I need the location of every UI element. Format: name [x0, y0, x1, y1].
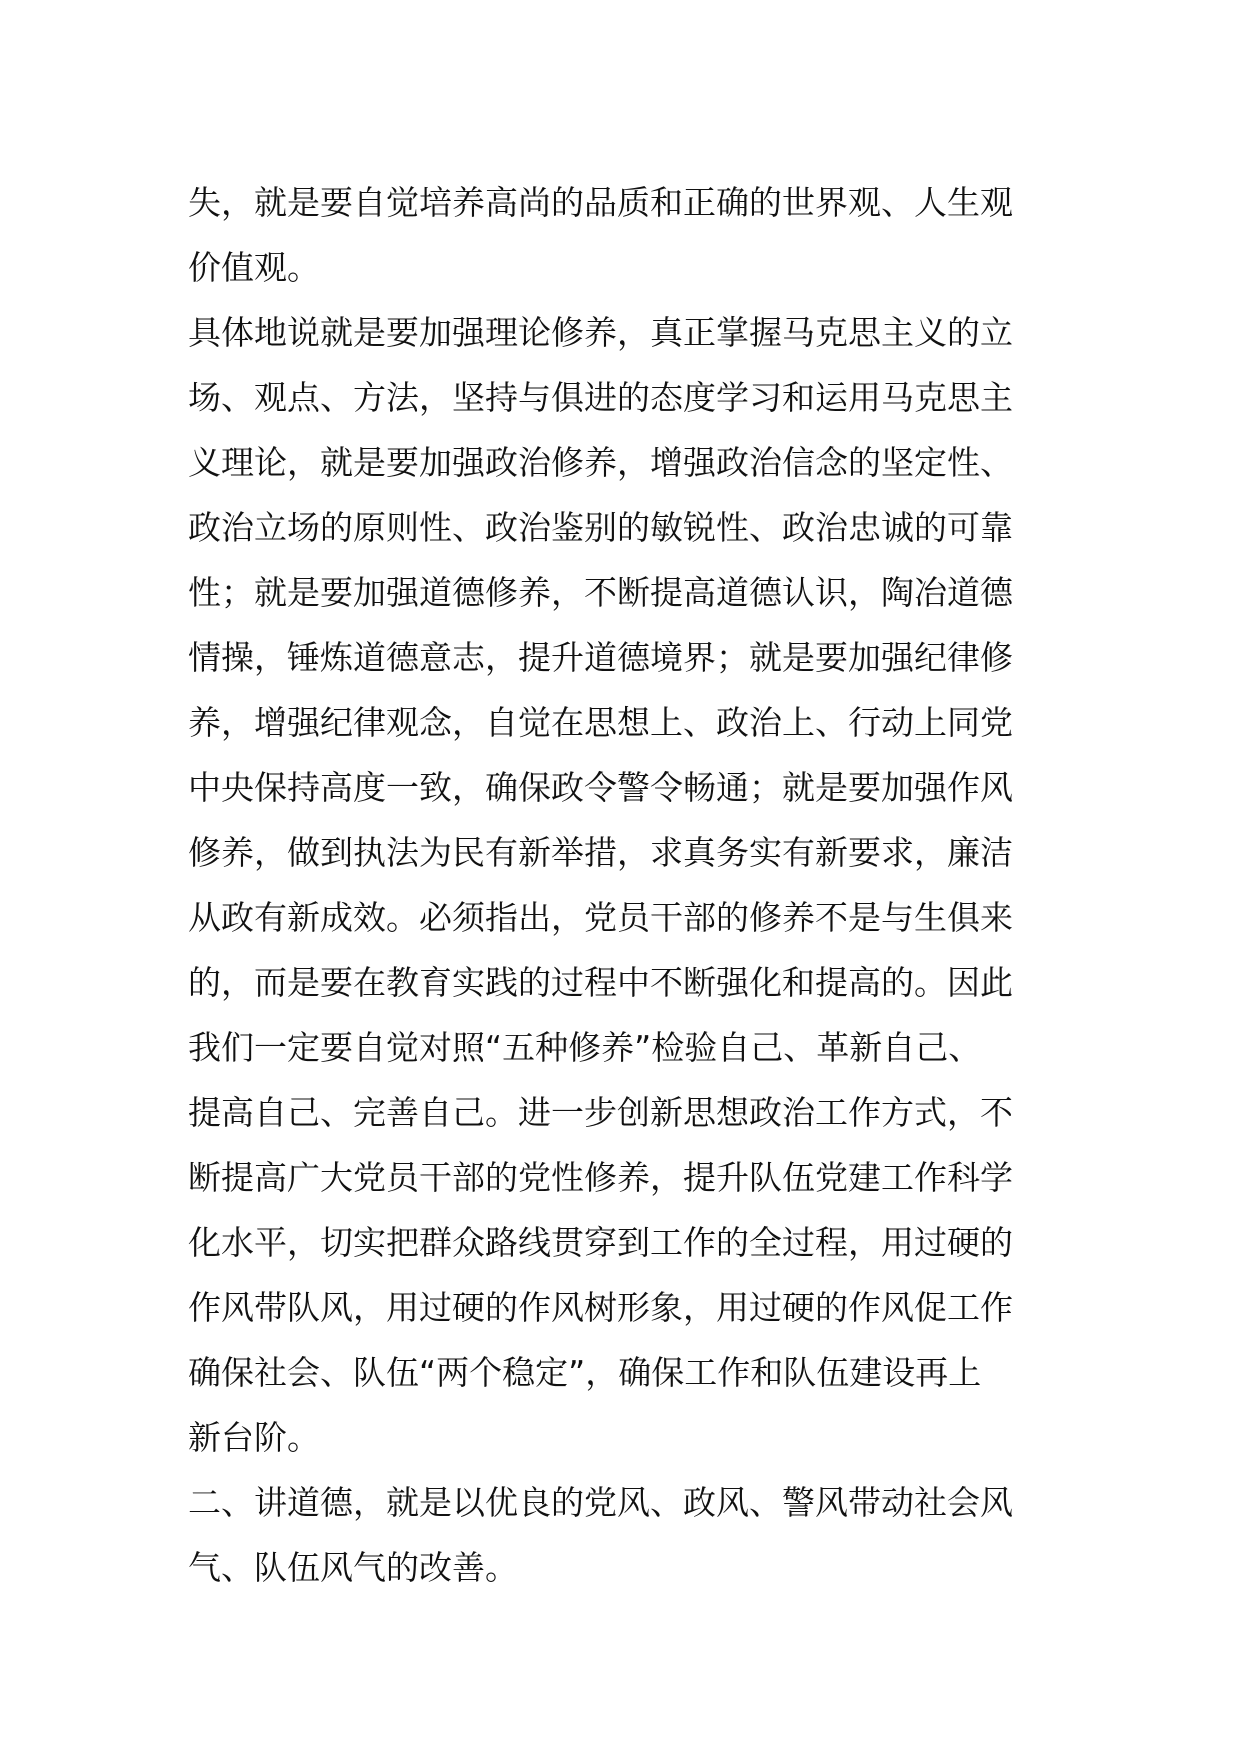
text-line: 新台阶。: [188, 1418, 320, 1457]
text-line: 情操，锤炼道德意志，提升道德境界；就是要加强纪律修: [188, 638, 1013, 677]
text-line: 断提高广大党员干部的党性修养，提升队伍党建工作科学: [188, 1158, 1013, 1197]
text-line: 政治立场的原则性、政治鉴别的敏锐性、政治忠诚的可靠: [188, 508, 1013, 547]
text-line: 确保社会、队伍“两个稳定”，确保工作和队伍建设再上: [188, 1353, 982, 1392]
document-body: [188, 170, 1058, 1600]
text-line: 作风带队风，用过硬的作风树形象，用过硬的作风促工作: [188, 1288, 1013, 1327]
text-line: 具体地说就是要加强理论修养，真正掌握马克思主义的立: [188, 313, 1013, 352]
text-line: 气、队伍风气的改善。: [188, 1548, 518, 1587]
text-line: 性；就是要加强道德修养，不断提高道德认识，陶冶道德: [188, 573, 1013, 612]
paragraph-2: [188, 300, 1058, 1470]
text-line: 我们一定要自觉对照“五种修养”检验自己、革新自己、: [188, 1028, 982, 1067]
paragraph-1: [188, 170, 1058, 300]
text-line: 修养，做到执法为民有新举措，求真务实有新要求，廉洁: [188, 833, 1013, 872]
paragraph-3: [188, 1470, 1058, 1600]
text-line: 中央保持高度一致，确保政令警令畅通；就是要加强作风: [188, 768, 1013, 807]
text-line: 的，而是要在教育实践的过程中不断强化和提高的。因此: [188, 963, 1013, 1002]
text-line: 价值观。: [188, 248, 320, 287]
text-line: 从政有新成效。必须指出，党员干部的修养不是与生俱来: [188, 898, 1013, 937]
text-line: 失，就是要自觉培养高尚的品质和正确的世界观、人生观: [188, 183, 1013, 222]
text-line: 二、讲道德，就是以优良的党风、政风、警风带动社会风: [188, 1483, 1013, 1522]
text-line: 场、观点、方法，坚持与俱进的态度学习和运用马克思主: [188, 378, 1013, 417]
text-line: 义理论，就是要加强政治修养，增强政治信念的坚定性、: [188, 443, 1013, 482]
text-line: 养，增强纪律观念，自觉在思想上、政治上、行动上同党: [188, 703, 1013, 742]
text-line: 化水平，切实把群众路线贯穿到工作的全过程，用过硬的: [188, 1223, 1013, 1262]
text-line: 提高自己、完善自己。进一步创新思想政治工作方式，不: [188, 1093, 1013, 1132]
